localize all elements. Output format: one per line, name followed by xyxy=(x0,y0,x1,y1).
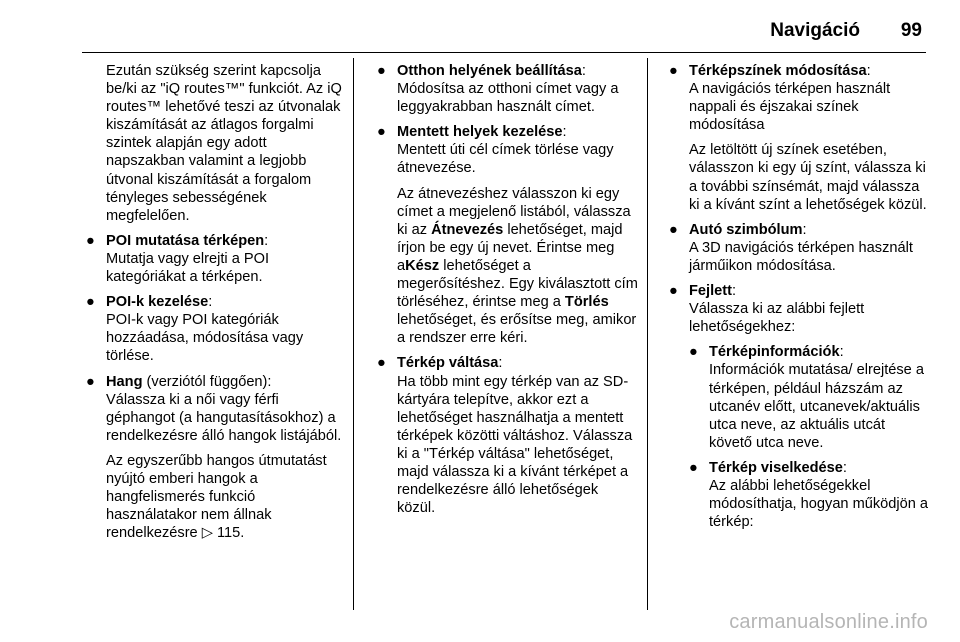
item-title: Térkép váltása xyxy=(397,355,499,372)
item-desc: Módosítsa az otthoni címet vagy a leggyakrabban használt címet. xyxy=(397,81,619,116)
item-title: Fejlett xyxy=(689,283,732,300)
bullet-icon: ● xyxy=(669,63,678,79)
item-title: Térkép viselkedése xyxy=(709,459,843,476)
item-desc: Információk mutatása/ elrejtése a térképen, például házszám az utcanév előtt, utcanevek/aktuális utca neve, az aktuális utcát követő utca neve. xyxy=(709,362,924,451)
bullet-icon: ● xyxy=(669,221,678,238)
bullet-icon: ● xyxy=(689,459,698,476)
watermark: carmanualsonline.info xyxy=(729,611,928,633)
item-title: Hang xyxy=(106,373,143,390)
list-item-advanced: ● Fejlett: Válassza ki az alábbi fejlett lehetőségekhez: ● Térképinformációk: Információk mutatása/ elrejtése a térképen, például házszám az utcanév előtt, utcanevek/aktuális utca neve, az aktuális utcát követő utca neve. ● Térkép viselkedése: Az alábbi lehetőségekkel módosíthatja, hogyan működjön a térkép: xyxy=(669,282,931,531)
item-desc: Az egyszerűbb hangos útmutatást nyújtó emberi hangok a hangfelismerés funkció használatakor nem állnak rendelkezésre ▷ 115. xyxy=(106,452,327,542)
item-desc: Mutatja vagy elrejti a POI kategóriákat a térképen. xyxy=(106,250,270,286)
item-title: POI-k kezelése xyxy=(106,294,209,311)
column-2 xyxy=(377,62,639,524)
iq-routes-paragraph: Ezután szükség szerint kapcsolja be/ki az "iQ routes™" funkciót. Az iQ routes™ lehetővé teszi az útvonalak kiszámítását az átlagos forgalmi szintek alapján egy adott napszakban valamint a legjobb útvonal kiszámítását a forgalom tényleges sebességének megfelelően. xyxy=(106,63,342,224)
list-item-switch-map: ● Térkép váltása: Ha több mint egy térkép van az SD-kártyára telepítve, akkor ezt a lehetőséget használhatja a mentett térképek közötti váltáshoz. Válassza ki a "Térkép váltása" lehetőséget, majd válassza ki a kívánt térképet a rendelkezésre álló lehetőségek közül. xyxy=(377,354,639,517)
item-desc: A navigációs térképen használt nappali és éjszakai színek módosítása xyxy=(689,81,891,134)
list-item-map-colors: ● Térképszínek módosítása: A navigációs térképen használt nappali és éjszakai színek módosítása Az letöltött új színek esetében, válasszon ki egy új színt, válassza ki a további színsémát, majd válassza ki a kívánt színt a lehetőségek közül. xyxy=(669,62,931,214)
bullet-icon: ● xyxy=(86,232,95,249)
rename-term: Átnevezés xyxy=(431,221,504,238)
page-title: Navigáció xyxy=(770,20,860,41)
item-desc: Ha több mint egy térkép van az SD-kártyára telepítve, akkor ezt a lehetőséget használhatja a mentett térképek közötti váltáshoz. Válassza ki a "Térkép váltása" lehetőséget, majd válassza ki a kívánt térképet a rendelkezésre álló lehetőségek közül. xyxy=(397,373,633,517)
item-desc: Mentett úti cél címek törlése vagy átnevezése. xyxy=(397,142,614,177)
list-item-car-symbol: ● Autó szimbólum: A 3D navigációs térképen használt járműikon módosítása. xyxy=(669,221,931,275)
list-item-voice: ● Hang (verziótól függően): Válassza ki a női vagy férfi géphangot (a hangutasításokhoz) a rendelkezésre álló hangok listájából. Az egyszerűbb hangos útmutatást nyújtó emberi hangok a hangfelismerés funkció használatakor nem állnak rendelkezésre ▷ 115. xyxy=(86,373,346,543)
page-reference: 115. xyxy=(212,525,245,542)
column-3 xyxy=(669,62,931,538)
bullet-icon: ● xyxy=(86,294,95,311)
item-title: Térképszínek módosítása xyxy=(689,63,867,79)
bullet-icon: ● xyxy=(377,63,386,79)
item-title: Autó szimbólum xyxy=(689,221,803,238)
sub-item-map-behavior: ● Térkép viselkedése: Az alábbi lehetőségekkel módosíthatja, hogyan működjön a térkép: xyxy=(689,459,931,531)
list-item-poi-manage: ● POI-k kezelése: POI-k vagy POI kategóriák hozzáadása, módosítása vagy törlése. xyxy=(86,293,346,365)
item-title: Térképinformációk xyxy=(709,344,840,361)
column-divider-1 xyxy=(353,58,354,610)
item-title: Mentett helyek kezelése xyxy=(397,124,563,141)
bullet-icon: ● xyxy=(669,283,678,300)
page-header xyxy=(0,0,960,52)
list-item-poi-show: ● POI mutatása térképen: Mutatja vagy elrejti a POI kategóriákat a térképen. xyxy=(86,232,346,286)
bullet-icon: ● xyxy=(377,124,386,141)
column-1 xyxy=(86,62,346,549)
item-desc: Az átnevezéshez válasszon ki egy címet a megjelenő listából, válassza ki az Átnevezés lehetőséget, majd írjon be egy új nevet. Érintse meg aKész lehetőséget a megerősítéshez. Egy kiválasztott cím törléséhez, érintse meg a Törlés lehetőséget, és erősítse meg, amikor a rendszer erre kéri. xyxy=(397,185,638,347)
item-desc: Válassza ki a női vagy férfi géphangot (a hangutasításokhoz) a rendelkezésre álló hangok listájából. xyxy=(106,391,342,444)
item-desc: A 3D navigációs térképen használt járműikon módosítása. xyxy=(689,239,913,274)
column-divider-2 xyxy=(647,58,648,610)
list-item-home: ● Otthon helyének beállítása: Módosítsa az otthoni címet vagy a leggyakrabban használt címet. xyxy=(377,62,639,116)
bullet-icon: ● xyxy=(689,344,698,361)
page-number: 99 xyxy=(900,20,922,41)
done-term: Kész xyxy=(405,257,440,274)
item-desc: Válassza ki az alábbi fejlett lehetőségekhez: xyxy=(689,301,865,336)
item-desc: Az letöltött új színek esetében, válasszon ki egy új színt, válassza ki a további színsémát, majd válassza ki a kívánt színt a lehetőségek közül. xyxy=(689,142,927,213)
item-desc: POI-k vagy POI kategóriák hozzáadása, módosítása vagy törlése. xyxy=(106,312,304,365)
list-item-saved-places: ● Mentett helyek kezelése: Mentett úti cél címek törlése vagy átnevezése. Az átnevezéshez válasszon ki egy címet a megjelenő listából, válassza ki az Átnevezés lehetőséget, majd írjon be egy új nevet. Érintse meg aKész lehetőséget a megerősítéshez. Egy kiválasztott cím törléséhez, érintse meg a Törlés lehetőséget, és erősítse meg, amikor a rendszer erre kéri. xyxy=(377,124,638,347)
delete-term: Törlés xyxy=(564,294,609,311)
sub-item-map-info: ● Térképinformációk: Információk mutatása/ elrejtése a térképen, például házszám az utcanév előtt, utcanevek/aktuális utca neve, az aktuális utcát követő utca neve. xyxy=(689,343,931,452)
item-title: Otthon helyének beállítása xyxy=(397,63,582,79)
header-rule xyxy=(82,52,926,53)
bullet-icon: ● xyxy=(377,355,386,372)
bullet-icon: ● xyxy=(86,373,95,390)
item-title: POI mutatása térképen xyxy=(106,232,265,249)
item-desc: Az alábbi lehetőségekkel módosíthatja, hogyan működjön a térkép: xyxy=(709,477,929,531)
page-reference-arrow-icon: ▷ xyxy=(201,525,213,542)
